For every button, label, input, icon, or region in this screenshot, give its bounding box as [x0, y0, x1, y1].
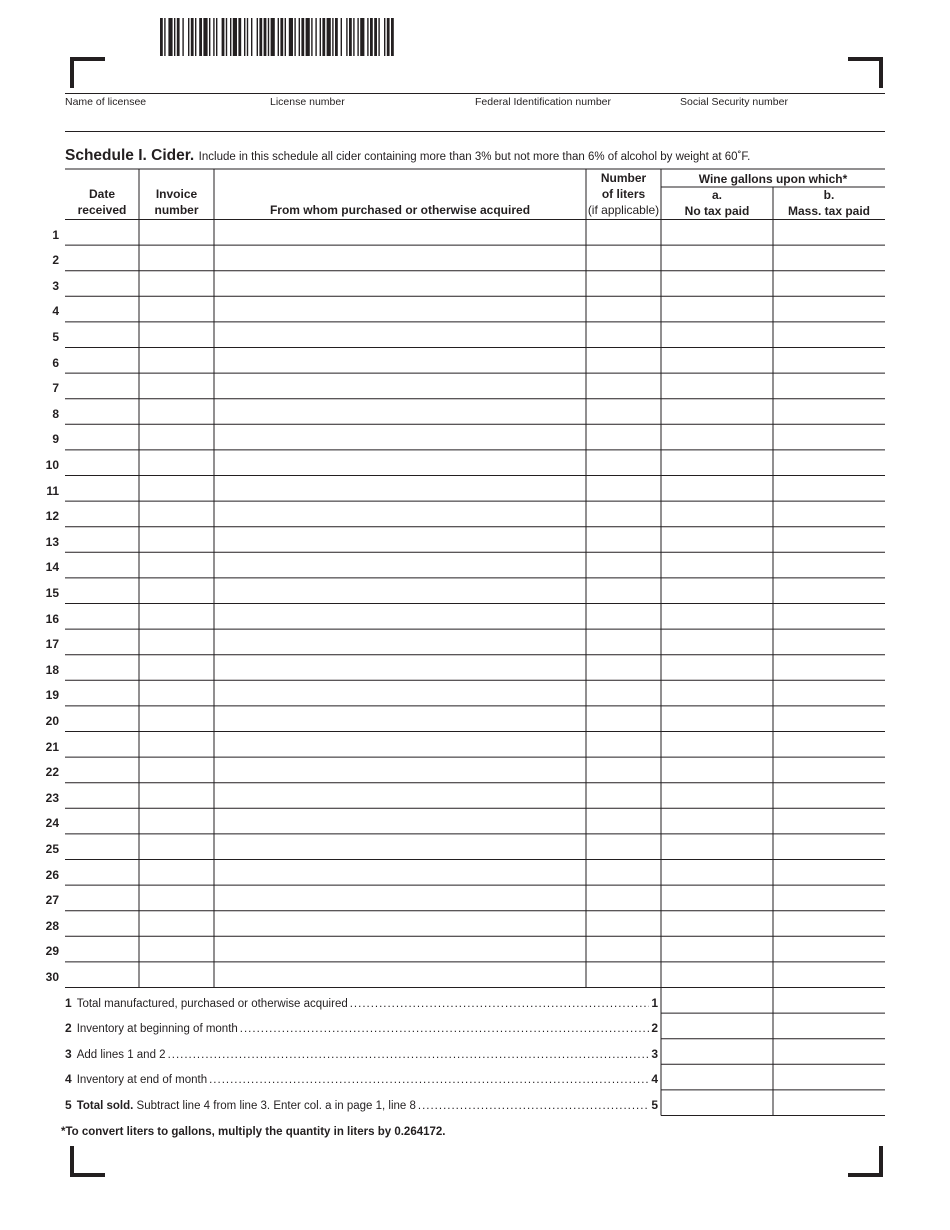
- row-number: 19: [45, 688, 59, 703]
- no-tax-paid-cell[interactable]: [661, 424, 773, 448]
- summary-line-number: 3: [65, 1046, 72, 1061]
- invoice-cell[interactable]: [139, 808, 214, 832]
- no-tax-paid-cell[interactable]: [661, 655, 773, 679]
- no-tax-paid-cell[interactable]: [661, 271, 773, 295]
- summary-line: [65, 996, 658, 1010]
- summary-label: Inventory at end of month: [76, 1074, 208, 1087]
- liters-cell[interactable]: [586, 834, 661, 858]
- summary-label: Add lines 1 and 2: [76, 1048, 166, 1061]
- summary-no-tax-paid-cell[interactable]: [661, 1064, 773, 1088]
- no-tax-paid-cell[interactable]: [661, 706, 773, 730]
- mass-tax-paid-cell[interactable]: [773, 245, 885, 269]
- row-number: 18: [45, 662, 59, 677]
- invoice-cell[interactable]: [139, 834, 214, 858]
- summary-line-number: 2: [65, 1021, 72, 1036]
- no-tax-paid-cell[interactable]: [661, 757, 773, 781]
- no-tax-paid-cell[interactable]: [661, 322, 773, 346]
- invoice-cell[interactable]: [139, 655, 214, 679]
- invoice-cell[interactable]: [139, 629, 214, 653]
- summary-no-tax-paid-cell[interactable]: [661, 1013, 773, 1037]
- mass-tax-paid-cell[interactable]: [773, 271, 885, 295]
- no-tax-paid-cell[interactable]: [661, 220, 773, 244]
- summary-mass-tax-paid-cell[interactable]: [773, 1090, 885, 1114]
- from-whom-cell[interactable]: [214, 348, 586, 372]
- row-number: 21: [45, 739, 59, 754]
- row-number: 28: [45, 918, 59, 933]
- summary-line-ref: 4: [651, 1072, 658, 1087]
- liters-cell[interactable]: [586, 655, 661, 679]
- liters-cell[interactable]: [586, 527, 661, 551]
- invoice-cell[interactable]: [139, 732, 214, 756]
- from-whom-cell[interactable]: [214, 885, 586, 909]
- summary-label: Inventory at beginning of month: [76, 1023, 238, 1036]
- row-number: 30: [45, 969, 59, 984]
- license-number-field[interactable]: [270, 109, 470, 129]
- liters-cell[interactable]: [586, 604, 661, 628]
- invoice-cell[interactable]: [139, 424, 214, 448]
- summary-line-number: 1: [65, 995, 72, 1010]
- row-number: 8: [52, 406, 59, 421]
- crop-mark-top-left: [70, 57, 105, 88]
- date-cell[interactable]: [65, 962, 139, 986]
- summary-no-tax-paid-cell[interactable]: [661, 1039, 773, 1063]
- summary-line-ref: 2: [651, 1021, 658, 1036]
- invoice-cell[interactable]: [139, 783, 214, 807]
- mass-tax-paid-cell[interactable]: [773, 732, 885, 756]
- from-whom-cell[interactable]: [214, 373, 586, 397]
- from-whom-cell[interactable]: [214, 501, 586, 525]
- mass-tax-paid-cell[interactable]: [773, 501, 885, 525]
- liters-cell[interactable]: [586, 245, 661, 269]
- crop-mark-top-right: [848, 57, 883, 88]
- summary-no-tax-paid-cell[interactable]: [661, 1090, 773, 1114]
- summary-bold-label: Total sold.: [76, 1099, 134, 1112]
- date-cell[interactable]: [65, 732, 139, 756]
- invoice-cell[interactable]: [139, 220, 214, 244]
- liters-cell[interactable]: [586, 348, 661, 372]
- date-cell[interactable]: [65, 424, 139, 448]
- row-number: 25: [45, 841, 59, 856]
- from-whom-cell[interactable]: [214, 757, 586, 781]
- col-header-invoice: Invoice number: [154, 187, 199, 217]
- date-cell[interactable]: [65, 860, 139, 884]
- mass-tax-paid-cell[interactable]: [773, 706, 885, 730]
- from-whom-cell[interactable]: [214, 271, 586, 295]
- no-tax-paid-cell[interactable]: [661, 399, 773, 423]
- invoice-cell[interactable]: [139, 527, 214, 551]
- invoice-cell[interactable]: [139, 885, 214, 909]
- mass-tax-paid-cell[interactable]: [773, 757, 885, 781]
- no-tax-paid-cell[interactable]: [661, 348, 773, 372]
- liters-cell[interactable]: [586, 373, 661, 397]
- date-cell[interactable]: [65, 629, 139, 653]
- mass-tax-paid-cell[interactable]: [773, 783, 885, 807]
- no-tax-paid-cell[interactable]: [661, 911, 773, 935]
- summary-line-number: 4: [65, 1072, 72, 1087]
- mass-tax-paid-cell[interactable]: [773, 629, 885, 653]
- summary-mass-tax-paid-cell[interactable]: [773, 988, 885, 1012]
- id-top-rule: [65, 93, 885, 94]
- from-whom-cell[interactable]: [214, 860, 586, 884]
- summary-no-tax-paid-cell[interactable]: [661, 988, 773, 1012]
- summary-line-ref: 5: [651, 1097, 658, 1112]
- no-tax-paid-cell[interactable]: [661, 527, 773, 551]
- from-whom-cell[interactable]: [214, 220, 586, 244]
- date-cell[interactable]: [65, 527, 139, 551]
- no-tax-paid-cell[interactable]: [661, 885, 773, 909]
- date-cell[interactable]: [65, 476, 139, 500]
- mass-tax-paid-cell[interactable]: [773, 373, 885, 397]
- row-number: 7: [52, 381, 59, 396]
- mass-tax-paid-cell[interactable]: [773, 808, 885, 832]
- row-number: 17: [45, 637, 59, 652]
- from-whom-cell[interactable]: [214, 450, 586, 474]
- from-whom-cell[interactable]: [214, 604, 586, 628]
- from-whom-cell[interactable]: [214, 706, 586, 730]
- liters-cell[interactable]: [586, 706, 661, 730]
- no-tax-paid-cell[interactable]: [661, 578, 773, 602]
- no-tax-paid-cell[interactable]: [661, 936, 773, 960]
- barcode-icon: [160, 18, 470, 56]
- summary-line: [65, 1072, 658, 1086]
- col-header-wine-gallons: Wine gallons upon which*: [698, 172, 848, 186]
- date-cell[interactable]: [65, 680, 139, 704]
- mass-tax-paid-cell[interactable]: [773, 450, 885, 474]
- mass-tax-paid-cell[interactable]: [773, 399, 885, 423]
- ssn-field[interactable]: [680, 109, 880, 129]
- no-tax-paid-cell[interactable]: [661, 501, 773, 525]
- mass-tax-paid-cell[interactable]: [773, 962, 885, 986]
- date-cell[interactable]: [65, 399, 139, 423]
- liters-cell[interactable]: [586, 629, 661, 653]
- mass-tax-paid-cell[interactable]: [773, 476, 885, 500]
- summary-label: Subtract line 4 from line 3. Enter col. a in page 1, line 8: [133, 1099, 416, 1112]
- invoice-cell[interactable]: [139, 322, 214, 346]
- row-number: 20: [45, 713, 59, 728]
- mass-tax-paid-cell[interactable]: [773, 834, 885, 858]
- no-tax-paid-cell[interactable]: [661, 245, 773, 269]
- no-tax-paid-cell[interactable]: [661, 629, 773, 653]
- invoice-cell[interactable]: [139, 476, 214, 500]
- schedule-instruction: Include in this schedule all cider containing more than 3% but not more than 6% of alcohol by weight at 60˚F.: [198, 151, 751, 163]
- mass-tax-paid-cell[interactable]: [773, 936, 885, 960]
- id-bottom-rule: [65, 131, 885, 132]
- liters-cell[interactable]: [586, 501, 661, 525]
- schedule-title: Schedule I. Cider.: [65, 147, 195, 164]
- invoice-cell[interactable]: [139, 552, 214, 576]
- schedule-heading: [65, 147, 750, 165]
- mass-tax-paid-cell[interactable]: [773, 424, 885, 448]
- from-whom-cell[interactable]: [214, 783, 586, 807]
- crop-mark-bottom-right: [848, 1146, 883, 1177]
- summary-mass-tax-paid-cell[interactable]: [773, 1064, 885, 1088]
- invoice-cell[interactable]: [139, 706, 214, 730]
- leader-dots: [209, 1074, 649, 1086]
- date-cell[interactable]: [65, 501, 139, 525]
- from-whom-cell[interactable]: [214, 936, 586, 960]
- invoice-cell[interactable]: [139, 578, 214, 602]
- liters-cell[interactable]: [586, 757, 661, 781]
- row-number: 22: [45, 765, 59, 780]
- from-whom-cell[interactable]: [214, 962, 586, 986]
- invoice-cell[interactable]: [139, 962, 214, 986]
- summary-line-ref: 3: [651, 1046, 658, 1061]
- date-cell[interactable]: [65, 450, 139, 474]
- row-number: 26: [45, 867, 59, 882]
- mass-tax-paid-cell[interactable]: [773, 578, 885, 602]
- row-number: 16: [45, 611, 59, 626]
- mass-tax-paid-cell[interactable]: [773, 860, 885, 884]
- from-whom-cell[interactable]: [214, 655, 586, 679]
- from-whom-cell[interactable]: [214, 322, 586, 346]
- liters-cell[interactable]: [586, 450, 661, 474]
- date-cell[interactable]: [65, 604, 139, 628]
- no-tax-paid-cell[interactable]: [661, 860, 773, 884]
- summary-line: [65, 1047, 658, 1061]
- liters-cell[interactable]: [586, 296, 661, 320]
- mass-tax-paid-cell[interactable]: [773, 527, 885, 551]
- liters-cell[interactable]: [586, 808, 661, 832]
- invoice-cell[interactable]: [139, 680, 214, 704]
- liters-cell[interactable]: [586, 271, 661, 295]
- row-number: 23: [45, 790, 59, 805]
- date-cell[interactable]: [65, 808, 139, 832]
- from-whom-cell[interactable]: [214, 578, 586, 602]
- invoice-cell[interactable]: [139, 936, 214, 960]
- liters-cell[interactable]: [586, 783, 661, 807]
- date-cell[interactable]: [65, 757, 139, 781]
- mass-tax-paid-cell[interactable]: [773, 322, 885, 346]
- date-cell[interactable]: [65, 936, 139, 960]
- col-header-no-tax-paid: a. No tax paid: [684, 188, 750, 218]
- col-header-liters: Number of liters (if applicable): [587, 171, 660, 217]
- from-whom-cell[interactable]: [214, 808, 586, 832]
- row-number: 13: [45, 534, 59, 549]
- from-whom-cell[interactable]: [214, 245, 586, 269]
- liters-cell[interactable]: [586, 911, 661, 935]
- col-header-date: Date received: [77, 187, 127, 217]
- col-header-mass-tax-paid: b. Mass. tax paid: [787, 188, 871, 218]
- date-cell[interactable]: [65, 373, 139, 397]
- no-tax-paid-cell[interactable]: [661, 373, 773, 397]
- row-number: 9: [52, 432, 59, 447]
- no-tax-paid-cell[interactable]: [661, 680, 773, 704]
- leader-dots: [168, 1049, 650, 1061]
- summary-line: [65, 1021, 658, 1035]
- date-cell[interactable]: [65, 271, 139, 295]
- invoice-cell[interactable]: [139, 348, 214, 372]
- row-number: 4: [52, 304, 59, 319]
- fein-field[interactable]: [475, 109, 675, 129]
- row-number: 11: [46, 483, 59, 498]
- row-number: 24: [45, 816, 59, 831]
- mass-tax-paid-cell[interactable]: [773, 604, 885, 628]
- no-tax-paid-cell[interactable]: [661, 296, 773, 320]
- mass-tax-paid-cell[interactable]: [773, 296, 885, 320]
- invoice-cell[interactable]: [139, 399, 214, 423]
- mass-tax-paid-cell[interactable]: [773, 655, 885, 679]
- fein-label: Federal Identification number: [475, 96, 611, 108]
- no-tax-paid-cell[interactable]: [661, 450, 773, 474]
- no-tax-paid-cell[interactable]: [661, 552, 773, 576]
- licensee-name-field[interactable]: [65, 109, 265, 129]
- no-tax-paid-cell[interactable]: [661, 783, 773, 807]
- row-number: 14: [45, 560, 59, 575]
- liters-cell[interactable]: [586, 732, 661, 756]
- from-whom-cell[interactable]: [214, 834, 586, 858]
- liters-cell[interactable]: [586, 860, 661, 884]
- summary-line-ref: 1: [651, 995, 658, 1010]
- summary-line-number: 5: [65, 1097, 72, 1112]
- summary-line: [65, 1098, 658, 1112]
- date-cell[interactable]: [65, 834, 139, 858]
- invoice-cell[interactable]: [139, 757, 214, 781]
- summary-label: Total manufactured, purchased or otherwise acquired: [76, 997, 348, 1010]
- from-whom-cell[interactable]: [214, 399, 586, 423]
- invoice-cell[interactable]: [139, 450, 214, 474]
- from-whom-cell[interactable]: [214, 680, 586, 704]
- row-number: 2: [52, 253, 59, 268]
- date-cell[interactable]: [65, 552, 139, 576]
- no-tax-paid-cell[interactable]: [661, 834, 773, 858]
- mass-tax-paid-cell[interactable]: [773, 552, 885, 576]
- date-cell[interactable]: [65, 245, 139, 269]
- invoice-cell[interactable]: [139, 271, 214, 295]
- invoice-cell[interactable]: [139, 373, 214, 397]
- row-number: 15: [45, 585, 59, 600]
- liters-cell[interactable]: [586, 399, 661, 423]
- liters-cell[interactable]: [586, 680, 661, 704]
- liters-cell[interactable]: [586, 936, 661, 960]
- liters-cell[interactable]: [586, 552, 661, 576]
- liters-cell[interactable]: [586, 962, 661, 986]
- date-cell[interactable]: [65, 296, 139, 320]
- invoice-cell[interactable]: [139, 860, 214, 884]
- mass-tax-paid-cell[interactable]: [773, 885, 885, 909]
- ssn-label: Social Security number: [680, 96, 788, 108]
- date-cell[interactable]: [65, 706, 139, 730]
- from-whom-cell[interactable]: [214, 911, 586, 935]
- date-cell[interactable]: [65, 783, 139, 807]
- liters-cell[interactable]: [586, 885, 661, 909]
- mass-tax-paid-cell[interactable]: [773, 911, 885, 935]
- invoice-cell[interactable]: [139, 296, 214, 320]
- liters-cell[interactable]: [586, 476, 661, 500]
- liters-cell[interactable]: [586, 220, 661, 244]
- mass-tax-paid-cell[interactable]: [773, 348, 885, 372]
- invoice-cell[interactable]: [139, 245, 214, 269]
- summary-mass-tax-paid-cell[interactable]: [773, 1013, 885, 1037]
- date-cell[interactable]: [65, 322, 139, 346]
- row-number: 1: [52, 227, 59, 242]
- date-cell[interactable]: [65, 911, 139, 935]
- licensee-name-label: Name of licensee: [65, 96, 147, 108]
- row-number: 27: [45, 893, 59, 908]
- leader-dots: [418, 1100, 649, 1112]
- row-number: 6: [52, 355, 59, 370]
- from-whom-cell[interactable]: [214, 296, 586, 320]
- no-tax-paid-cell[interactable]: [661, 808, 773, 832]
- summary-mass-tax-paid-cell[interactable]: [773, 1039, 885, 1063]
- mass-tax-paid-cell[interactable]: [773, 220, 885, 244]
- leader-dots: [240, 1023, 650, 1035]
- no-tax-paid-cell[interactable]: [661, 962, 773, 986]
- liters-cell[interactable]: [586, 322, 661, 346]
- mass-tax-paid-cell[interactable]: [773, 680, 885, 704]
- no-tax-paid-cell[interactable]: [661, 476, 773, 500]
- liters-cell[interactable]: [586, 424, 661, 448]
- row-number: 29: [45, 944, 59, 959]
- from-whom-cell[interactable]: [214, 629, 586, 653]
- no-tax-paid-cell[interactable]: [661, 604, 773, 628]
- crop-mark-bottom-left: [70, 1146, 105, 1177]
- from-whom-cell[interactable]: [214, 424, 586, 448]
- from-whom-cell[interactable]: [214, 732, 586, 756]
- invoice-cell[interactable]: [139, 501, 214, 525]
- date-cell[interactable]: [65, 655, 139, 679]
- row-number: 3: [52, 278, 59, 293]
- row-number: 12: [45, 509, 59, 524]
- invoice-cell[interactable]: [139, 911, 214, 935]
- no-tax-paid-cell[interactable]: [661, 732, 773, 756]
- from-whom-cell[interactable]: [214, 476, 586, 500]
- liters-cell[interactable]: [586, 578, 661, 602]
- leader-dots: [350, 998, 650, 1010]
- date-cell[interactable]: [65, 348, 139, 372]
- invoice-cell[interactable]: [139, 604, 214, 628]
- license-number-label: License number: [270, 96, 345, 108]
- date-cell[interactable]: [65, 578, 139, 602]
- date-cell[interactable]: [65, 885, 139, 909]
- col-header-from-whom: From whom purchased or otherwise acquired: [269, 203, 531, 217]
- from-whom-cell[interactable]: [214, 552, 586, 576]
- row-number: 5: [52, 329, 59, 344]
- row-number: 10: [45, 457, 59, 472]
- footnote: *To convert liters to gallons, multiply the quantity in liters by 0.264172.: [61, 1126, 446, 1138]
- date-cell[interactable]: [65, 220, 139, 244]
- from-whom-cell[interactable]: [214, 527, 586, 551]
